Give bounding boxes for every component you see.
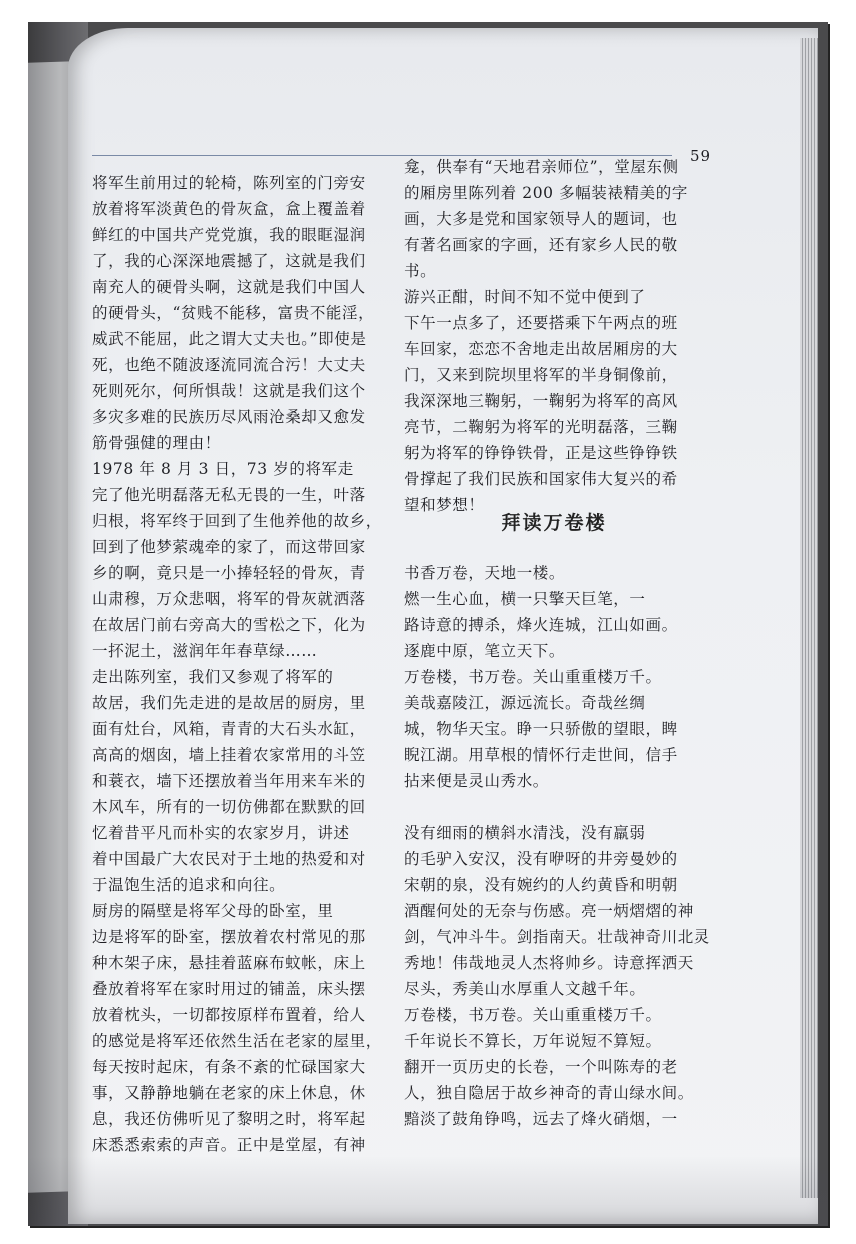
left-text-column <box>92 170 382 1158</box>
text-line: 死，也绝不随波逐流同流合污！大丈夫 <box>92 356 366 374</box>
text-line: 鲜红的中国共产党党旗，我的眼眶湿润 <box>92 226 366 244</box>
text-line: 筋骨强健的理由！ <box>92 434 221 452</box>
text-line: 睨江湖。用草根的情怀行走世间，信手 <box>404 746 678 764</box>
text-line: 威武不能屈，此之谓大丈夫也。”即使是 <box>92 330 367 348</box>
text-line: 路诗意的搏杀，烽火连城，江山如画。 <box>404 616 678 634</box>
page-stack-edge <box>800 38 818 1198</box>
text-line: 高高的烟囱，墙上挂着农家常用的斗笠 <box>92 746 366 764</box>
text-line: 木风车，所有的一切仿佛都在默默的回 <box>92 798 366 816</box>
text-line: 走出陈列室，我们又参观了将军的 <box>92 668 334 686</box>
text-line: 车回家，恋恋不舍地走出故居厢房的大 <box>404 340 678 358</box>
text-line: 城，物华天宝。睁一只骄傲的望眼，睥 <box>404 720 678 738</box>
text-line: 归根，将军终于回到了生他养他的故乡， <box>92 512 382 530</box>
text-line: 边是将军的卧室，摆放着农村常见的那 <box>92 928 366 946</box>
right-text-column-top <box>404 154 704 518</box>
text-line: 在故居门前右旁高大的雪松之下，化为 <box>92 616 366 634</box>
text-line: 没有细雨的横斜水清浅，没有羸弱 <box>404 824 646 842</box>
text-line: 的感觉是将军还依然生活在老家的屋里， <box>92 1032 382 1050</box>
text-line: 拈来便是灵山秀水。 <box>404 772 549 790</box>
text-line: 游兴正酣，时间不知不觉中便到了 <box>404 288 646 306</box>
text-line: 南充人的硬骨头啊，这就是我们中国人 <box>92 278 366 296</box>
text-line: 我深深地三鞠躬，一鞠躬为将军的高风 <box>404 392 678 410</box>
page-shadow <box>28 1156 828 1226</box>
text-line: 放着枕头，一切都按原样布置着，给人 <box>92 1006 366 1024</box>
text-line: 1978 年 8 月 3 日，73 岁的将军走 <box>92 460 354 478</box>
text-line: 叠放着将军在家时用过的铺盖，床头摆 <box>92 980 366 998</box>
text-line: 放着将军淡黄色的骨灰盒，盒上覆盖着 <box>92 200 366 218</box>
text-line: 的毛驴入安汉，没有咿呀的井旁曼妙的 <box>404 850 678 868</box>
text-line: 面有灶台，风箱，青青的大石头水缸， <box>92 720 366 738</box>
page-number: 59 <box>690 147 712 165</box>
text-line: 床悉悉索索的声音。正中是堂屋，有神 <box>92 1136 366 1154</box>
text-line: 望和梦想！ <box>404 496 485 514</box>
text-line: 骨撑起了我们民族和国家伟大复兴的希 <box>404 470 678 488</box>
text-line: 厨房的隔壁是将军父母的卧室，里 <box>92 902 334 920</box>
text-line: 逐鹿中原，笔立天下。 <box>404 642 566 660</box>
text-line: 翻开一页历史的长卷，一个叫陈寿的老 <box>404 1058 678 1076</box>
text-line: 着中国最广大农民对于土地的热爱和对 <box>92 850 366 868</box>
text-line <box>404 794 704 820</box>
text-line: 秀地！伟哉地灵人杰将帅乡。诗意挥洒天 <box>404 954 694 972</box>
text-line: 美哉嘉陵江，源远流长。奇哉丝绸 <box>404 694 646 712</box>
text-line: 息，我还仿佛听见了黎明之时，将军起 <box>92 1110 366 1128</box>
text-line: 书香万卷，天地一楼。 <box>404 564 566 582</box>
text-line: 忆着昔平凡而朴实的农家岁月，讲述 <box>92 824 350 842</box>
text-line: 于温饱生活的追求和向往。 <box>92 876 286 894</box>
text-line: 死则死尔，何所惧哉！这就是我们这个 <box>92 382 366 400</box>
text-line: 剑，气冲斗牛。剑指南天。壮哉神奇川北灵 <box>404 928 710 946</box>
text-line: 酒醒何处的无奈与伤感。亮一炳熠熠的神 <box>404 902 694 920</box>
text-line: 亮节，二鞠躬为将军的光明磊落，三鞠 <box>404 418 678 436</box>
text-line: 千年说长不算长，万年说短不算短。 <box>404 1032 662 1050</box>
text-line: 人，独自隐居于故乡神奇的青山绿水间。 <box>404 1084 694 1102</box>
text-line: 的厢房里陈列着 200 多幅装裱精美的字 <box>404 184 688 202</box>
text-line: 将军生前用过的轮椅，陈列室的门旁安 <box>92 174 366 192</box>
text-line: 和蓑衣，墙下还摆放着当年用来车米的 <box>92 772 366 790</box>
text-line: 书。 <box>404 262 437 280</box>
text-line: 有著名画家的字画，还有家乡人民的敬 <box>404 236 678 254</box>
text-line: 画，大多是党和国家领导人的题词，也 <box>404 210 678 228</box>
text-line: 事，又静静地躺在老家的床上休息，休 <box>92 1084 366 1102</box>
section-title: 拜读万卷楼 <box>501 512 607 534</box>
text-line: 龛，供奉有“天地君亲师位”，堂屋东侧 <box>404 158 679 176</box>
text-line: 山肃穆，万众悲咽，将军的骨灰就洒落 <box>92 590 366 608</box>
text-line: 宋朝的泉，没有婉约的人约黄昏和明朝 <box>404 876 678 894</box>
text-line: 的硬骨头，“贫贱不能移，富贵不能淫， <box>92 304 375 322</box>
text-line: 尽头，秀美山水厚重人文越千年。 <box>404 980 646 998</box>
text-line: 下午一点多了，还要搭乘下午两点的班 <box>404 314 678 332</box>
text-line: 故居，我们先走进的是故居的厨房，里 <box>92 694 366 712</box>
text-line: 每天按时起床，有条不紊的忙碌国家大 <box>92 1058 366 1076</box>
text-line: 了，我的心深深地震撼了，这就是我们 <box>92 252 366 270</box>
text-line: 一抔泥土，滋润年年春草绿…… <box>92 642 318 660</box>
text-line: 完了他光明磊落无私无畏的一生，叶落 <box>92 486 366 504</box>
text-line: 门，又来到院坝里将军的半身铜像前， <box>404 366 678 384</box>
text-line: 万卷楼，书万卷。关山重重楼万千。 <box>404 668 662 686</box>
text-line: 种木架子床，悬挂着蓝麻布蚊帐，床上 <box>92 954 366 972</box>
text-line: 躬为将军的铮铮铁骨，正是这些铮铮铁 <box>404 444 678 462</box>
text-line: 乡的啊，竟只是一小捧轻轻的骨灰，青 <box>92 564 366 582</box>
text-line: 黯淡了鼓角铮鸣，远去了烽火硝烟，一 <box>404 1110 678 1128</box>
text-line: 多灾多难的民族历尽风雨沧桑却又愈发 <box>92 408 366 426</box>
text-line: 万卷楼，书万卷。关山重重楼万千。 <box>404 1006 662 1024</box>
text-line: 回到了他梦萦魂牵的家了，而这带回家 <box>92 538 366 556</box>
text-line: 燃一生心血，横一只擎天巨笔，一 <box>404 590 646 608</box>
right-text-column-bottom <box>404 560 710 1132</box>
